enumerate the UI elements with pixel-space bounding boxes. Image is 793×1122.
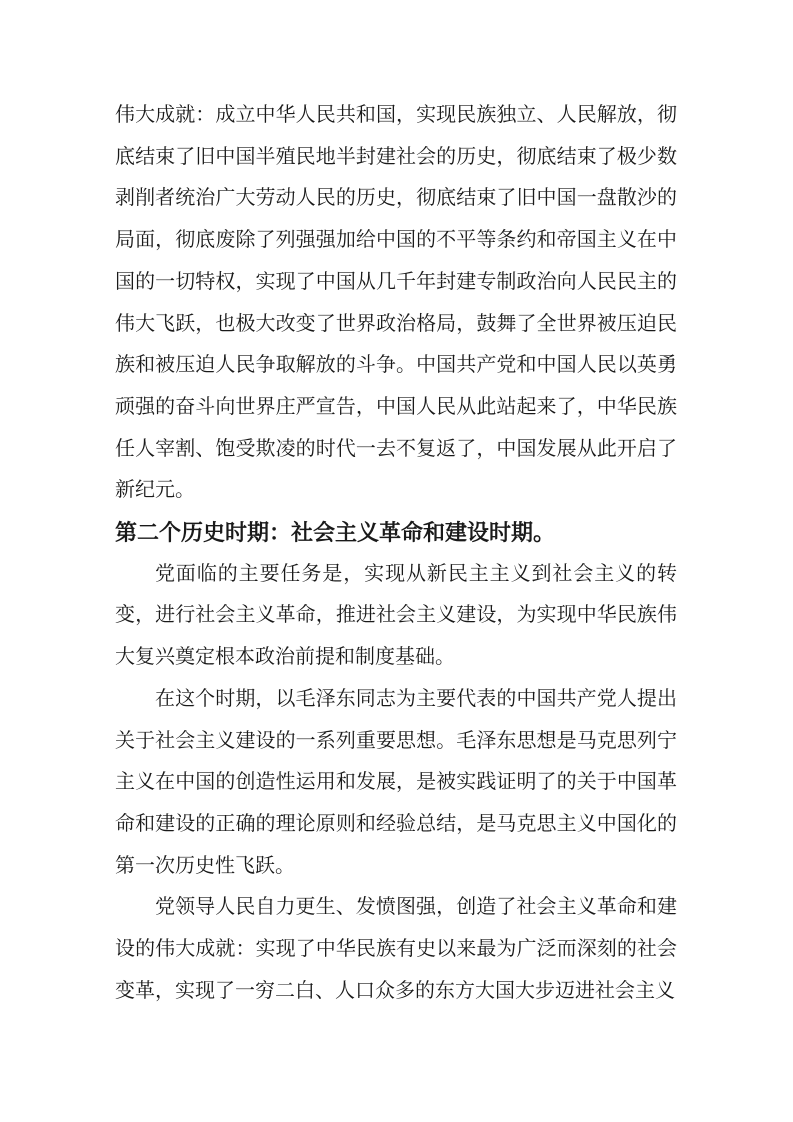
body-paragraph-mao-thought: 在这个时期，以毛泽东同志为主要代表的中国共产党人提出关于社会主义建设的一系列重要思想。毛泽东思想是马克思列宁主义在中国的创造性运用和发展，是被实践证明了的关于中国革命和建设的正确的理论原则和经验总结，是马克思主义中国化的第一次历史性飞跃。 — [115, 687, 677, 877]
body-paragraph-achievements: 党领导人民自力更生、发愤图强，创造了社会主义革命和建设的伟大成就：实现了中华民族有史以来最为广泛而深刻的社会变革，实现了一穷二白、人口众多的东方大国大步迈进社会主义 — [115, 896, 677, 1002]
section-heading: 第二个历史时期：社会主义革命和建设时期。 — [115, 520, 556, 546]
body-paragraph-main-tasks: 党面临的主要任务是，实现从新民主主义到社会主义的转变，进行社会主义革命，推进社会主义建设，为实现中华民族伟大复兴奠定根本政治前提和制度基础。 — [115, 562, 677, 669]
body-paragraph-continuation: 伟大成就：成立中华人民共和国，实现民族独立、人民解放，彻底结束了旧中国半殖民地半封建社会的历史，彻底结束了极少数剥削者统治广大劳动人民的历史，彻底结束了旧中国一盘散沙的局面，彻底废除了列强强加给中国的不平等条约和帝国主义在中国的一切特权，实现了中国从几千年封建专制政治向人民民主的伟大飞跃，也极大改变了世界政治格局，鼓舞了全世界被压迫民族和被压迫人民争取解放的斗争。中国共产党和中国人民以英勇顽强的奋斗向世界庄严宣告，中国人民从此站起来了，中华民族任人宰割、饱受欺凌的时代一去不复返了，中国发展从此开启了新纪元。 — [115, 104, 677, 502]
